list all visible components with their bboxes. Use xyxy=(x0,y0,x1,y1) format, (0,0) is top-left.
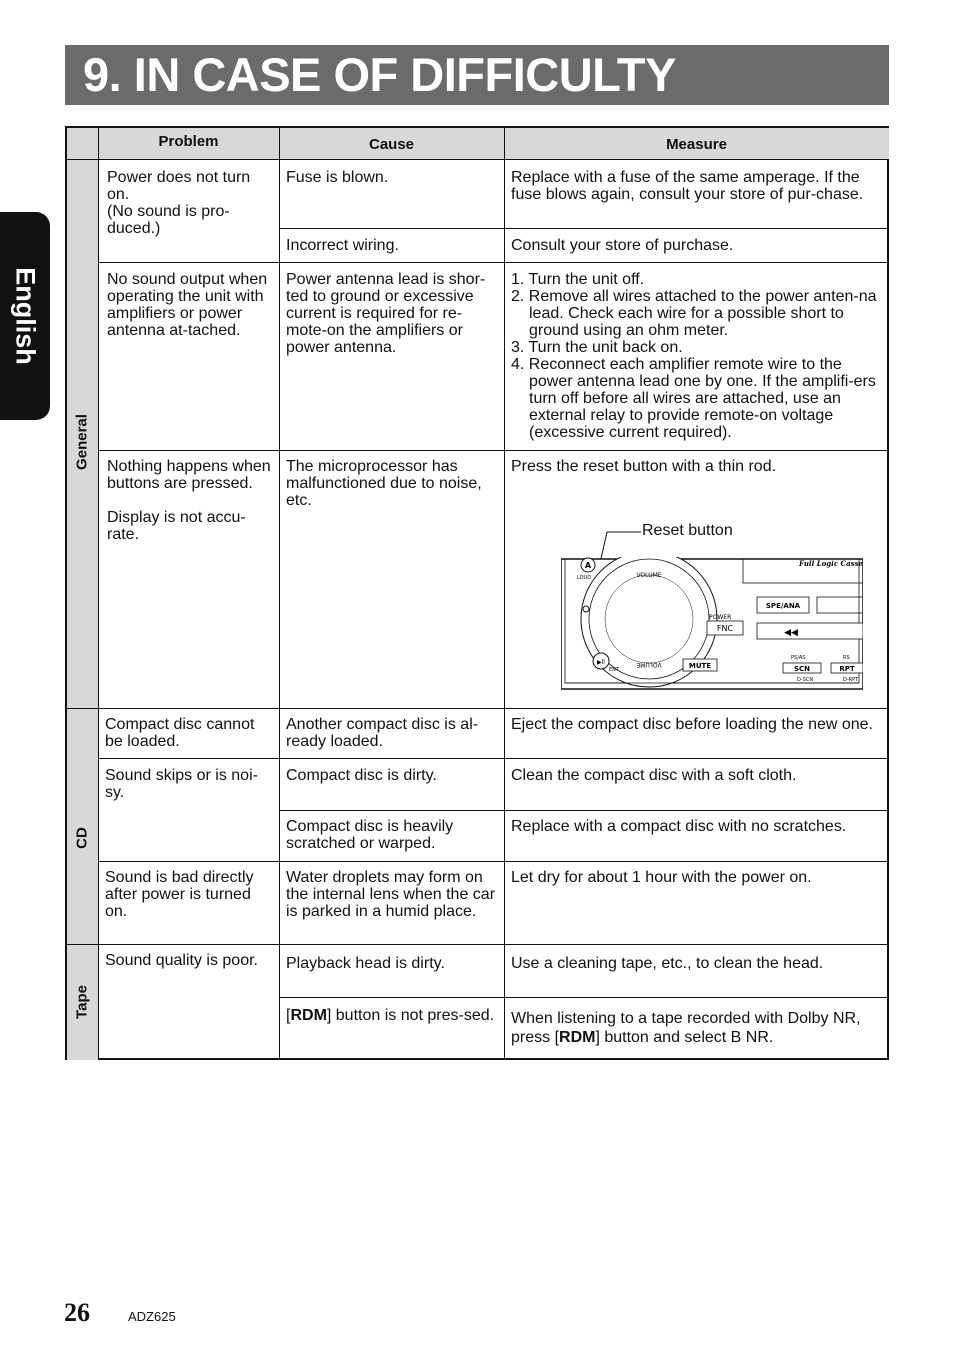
volume-label-top: VOLUME xyxy=(636,572,662,579)
tape-cause-b: [RDM] button is not pres-sed. xyxy=(286,1007,495,1024)
brand-label: Full Logic Casse xyxy=(799,559,863,568)
ent-label: ENT xyxy=(609,667,619,673)
measure-step-3: 3. Turn the unit back on. xyxy=(511,339,683,356)
a-button-label: A xyxy=(584,561,592,570)
general-r1-measure-b: Consult your store of purchase. xyxy=(511,237,734,254)
general-r3-problem: Nothing happens when buttons are pressed. Display is not accu-rate. xyxy=(107,458,271,543)
category-cd: CD xyxy=(73,827,91,849)
reset-button-callout: Reset button xyxy=(642,522,733,539)
tape-measure-b: When listening to a tape recorded with Dolby NR, press [RDM] button and select B NR. xyxy=(511,1010,861,1046)
volume-label-bottom: VOLUME xyxy=(636,661,662,668)
tape-cause-a: Playback head is dirty. xyxy=(286,955,445,972)
rdm-key-label-2: RDM xyxy=(559,1029,596,1046)
d-scn-label: D-SCN xyxy=(797,677,814,683)
cd-r2-cause-a: Compact disc is dirty. xyxy=(286,767,437,784)
cd-r3-problem: Sound is bad directly after power is turned on. xyxy=(105,869,254,920)
language-tab xyxy=(0,212,50,420)
scn-label: SCN xyxy=(793,665,811,673)
category-general: General xyxy=(73,414,91,470)
general-r2-problem: No sound output when operating the unit with amplifiers or power antenna at-tached. xyxy=(107,271,268,339)
title-bar xyxy=(65,45,889,105)
cd-r1-problem: Compact disc cannot be loaded. xyxy=(105,716,255,750)
spe-ana-label: SPE/ANA xyxy=(765,602,801,610)
measure-step-2: 2. Remove all wires attached to the power anten-na lead. Check each wire for a possible short to ground using an ohm meter. xyxy=(511,288,877,339)
rs-label: RS xyxy=(843,655,850,661)
d-rpt-label: D-RPT xyxy=(843,677,859,683)
measure-step-1: 1. Turn the unit off. xyxy=(511,271,645,288)
general-r2-measure-list xyxy=(511,271,885,441)
language-tab-label: English xyxy=(10,267,41,365)
general-r1-cause-b: Incorrect wiring. xyxy=(286,237,399,254)
loud-label: LOUD xyxy=(577,575,592,581)
cd-r1-cause: Another compact disc is al-ready loaded. xyxy=(286,716,479,750)
svg-text:▶ll: ▶ll xyxy=(597,659,605,666)
header-problem: Problem xyxy=(158,133,219,150)
header-corner xyxy=(67,128,98,159)
head-unit-diagram xyxy=(561,557,863,691)
cd-r1-measure: Eject the compact disc before loading the new one. xyxy=(511,716,873,733)
tape-problem: Sound quality is poor. xyxy=(105,952,258,969)
tape-measure-a: Use a cleaning tape, etc., to clean the head. xyxy=(511,955,824,972)
general-r3-cause: The microprocessor has malfunctioned due to noise, etc. xyxy=(286,458,482,509)
page-title: 9. IN CASE OF DIFFICULTY xyxy=(83,48,676,101)
general-r1-measure-a: Replace with a fuse of the same amperage. If the fuse blows again, consult your store of pur-chase. xyxy=(511,169,864,203)
cd-r3-measure: Let dry for about 1 hour with the power on. xyxy=(511,869,812,886)
rpt-label: RPT xyxy=(839,665,855,673)
troubleshooting-table xyxy=(65,126,889,1060)
category-tape: Tape xyxy=(73,985,91,1019)
cd-r2-measure-a: Clean the compact disc with a soft cloth. xyxy=(511,767,797,784)
cd-r2-cause-b: Compact disc is heavily scratched or warped. xyxy=(286,818,454,852)
rdm-key-label: RDM xyxy=(290,1007,327,1024)
header-measure: Measure xyxy=(666,136,727,153)
general-r2-cause: Power antenna lead is shor-ted to ground or excessive current is required for re-mote-on the amplifiers or power antenna. xyxy=(286,271,486,356)
cd-r2-problem: Sound skips or is noi-sy. xyxy=(105,767,258,801)
mute-label: MUTE xyxy=(688,662,712,670)
cd-r2-measure-b: Replace with a compact disc with no scratches. xyxy=(511,818,847,835)
psas-label: PS/AS xyxy=(791,655,806,661)
general-r3-measure: Press the reset button with a thin rod. xyxy=(511,458,777,475)
page-number: 26 xyxy=(64,1298,90,1327)
measure-step-4: 4. Reconnect each amplifier remote wire to the power antenna lead one by one. If the amplifi-ers turn off before all wires are attached, use an external relay to provide remote-on voltage (excessive current required). xyxy=(511,356,876,441)
cd-r3-cause: Water droplets may form on the internal lens when the car is parked in a humid place. xyxy=(286,869,496,920)
general-r1-cause-a: Fuse is blown. xyxy=(286,169,389,186)
category-column xyxy=(67,159,98,1060)
header-cause: Cause xyxy=(368,136,415,153)
model-number: ADZ625 xyxy=(128,1309,176,1324)
power-label: POWER xyxy=(709,614,732,621)
fnc-label: FNC xyxy=(716,624,734,633)
general-r1-problem: Power does not turn on. (No sound is pro- duced.) xyxy=(107,169,251,237)
svg-text:◀◀: ◀◀ xyxy=(784,628,798,638)
